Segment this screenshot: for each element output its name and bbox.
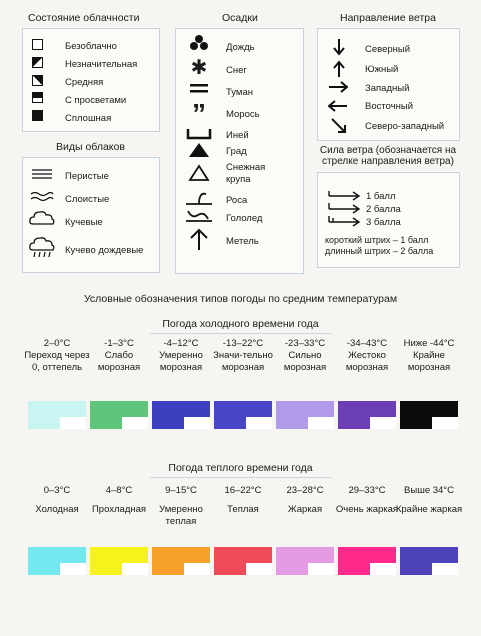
drizzle-icon: ” bbox=[192, 98, 206, 129]
warm-weather-label: Прохладная bbox=[91, 504, 147, 515]
wind-direction-title: Направление ветра bbox=[340, 12, 436, 24]
warm-title-underline bbox=[150, 477, 331, 478]
cold-temp-range: -13–22°C bbox=[222, 338, 264, 349]
swatch-white-corner bbox=[122, 417, 148, 429]
cumulonimbus-icon bbox=[28, 237, 56, 259]
force-note-long: длинный штрих – 2 балла bbox=[325, 246, 434, 256]
precip-label-blizzard: Метель bbox=[226, 236, 259, 247]
swatch-white-corner bbox=[246, 417, 272, 429]
cirrus-icon bbox=[30, 168, 54, 180]
warm-temp-range: 16–22°C bbox=[224, 485, 262, 496]
cloudiness-title: Состояние облачности bbox=[28, 12, 140, 24]
wind-label-west: Западный bbox=[365, 83, 410, 94]
cold-temp-range: -1–3°C bbox=[104, 338, 134, 349]
cold-season-title: Погода холодного времени года bbox=[162, 318, 319, 330]
cold-weather-label: Жестоко морозная bbox=[345, 350, 389, 373]
swatch-white-corner bbox=[370, 563, 396, 575]
swatch-white-corner bbox=[308, 417, 334, 429]
cloud-label-slight: Незначительная bbox=[65, 59, 138, 70]
warm-color-swatch bbox=[90, 547, 148, 575]
swatch-white-corner bbox=[60, 563, 86, 575]
force-label-3: 3 балла bbox=[366, 217, 401, 228]
arrow-up-icon bbox=[331, 60, 347, 78]
cold-color-swatch bbox=[400, 401, 458, 429]
cold-temp-range: -34–43°C bbox=[346, 338, 388, 349]
cold-temp-range: 2–0°C bbox=[43, 338, 71, 349]
precip-label-drizzle: Морось bbox=[226, 109, 260, 120]
dew-icon bbox=[184, 190, 214, 206]
warm-season-title: Погода теплого времени года bbox=[168, 462, 313, 474]
cold-color-swatch bbox=[90, 401, 148, 429]
precip-label-fog: Туман bbox=[226, 87, 253, 98]
cold-color-swatch bbox=[214, 401, 272, 429]
precip-label-glaze: Гололед bbox=[226, 213, 263, 224]
warm-color-swatch bbox=[28, 547, 86, 575]
cold-color-swatch bbox=[28, 401, 86, 429]
warm-color-swatch bbox=[400, 547, 458, 575]
overcast-icon bbox=[32, 110, 43, 121]
warm-temp-range: 29–33°C bbox=[348, 485, 386, 496]
wind-label-east: Восточный bbox=[365, 101, 414, 112]
warm-weather-label: Крайне жаркая bbox=[395, 504, 463, 515]
force-2-icon bbox=[327, 203, 361, 215]
warm-temp-range: 4–8°C bbox=[105, 485, 133, 496]
cloud-label-broken: С просветами bbox=[65, 95, 127, 106]
cloud-type-cumulus: Кучевые bbox=[65, 217, 103, 228]
warm-weather-label: Очень жаркая bbox=[335, 504, 399, 515]
warm-temp-range: Выше 34°C bbox=[404, 485, 454, 496]
precip-label-hoarfrost: Иней bbox=[226, 130, 249, 141]
arrow-southeast-icon bbox=[330, 117, 348, 135]
precip-label-hail: Град bbox=[226, 146, 247, 157]
stratus-icon bbox=[30, 191, 54, 203]
snow-icon: ✱ bbox=[190, 57, 208, 79]
precip-label-snow: Снег bbox=[226, 65, 247, 76]
force-1-icon bbox=[327, 190, 361, 202]
broken-cloud-icon bbox=[32, 92, 43, 103]
clear-sky-icon bbox=[32, 39, 43, 50]
wind-label-northwest: Северо-западный bbox=[365, 121, 445, 132]
blizzard-icon bbox=[186, 227, 212, 251]
cold-weather-label: Крайне морозная bbox=[407, 350, 451, 373]
force-label-2: 2 балла bbox=[366, 204, 401, 215]
swatch-white-corner bbox=[308, 563, 334, 575]
warm-weather-label: Умеренно теплая bbox=[159, 504, 203, 527]
hail-icon bbox=[188, 142, 210, 158]
cold-temp-range: Ниже -44°C bbox=[403, 338, 455, 349]
temperature-legend-title: Условные обозначения типов погоды по средним температурам bbox=[83, 293, 398, 305]
cloud-type-cirrus: Перистые bbox=[65, 171, 109, 182]
swatch-white-corner bbox=[432, 417, 458, 429]
swatch-white-corner bbox=[122, 563, 148, 575]
cloud-types-title: Виды облаков bbox=[56, 141, 125, 153]
rain-icon bbox=[185, 35, 213, 51]
warm-color-swatch bbox=[152, 547, 210, 575]
arrow-right-icon bbox=[328, 81, 348, 93]
arrow-left-icon bbox=[328, 100, 348, 112]
cold-weather-label: Слабо морозная bbox=[97, 350, 141, 373]
snow-pellets-icon bbox=[188, 164, 210, 182]
precip-label-snow-pellets: Снежная крупа bbox=[226, 162, 266, 185]
swatch-white-corner bbox=[60, 417, 86, 429]
precipitation-title: Осадки bbox=[222, 12, 258, 24]
cloud-type-cumulonimbus: Кучево дождевые bbox=[65, 245, 144, 256]
cloud-label-medium: Средняя bbox=[65, 77, 104, 88]
cold-color-swatch bbox=[276, 401, 334, 429]
swatch-white-corner bbox=[370, 417, 396, 429]
precip-label-rain: Дождь bbox=[226, 42, 255, 53]
cold-color-swatch bbox=[338, 401, 396, 429]
arrow-down-icon bbox=[331, 38, 347, 56]
cold-color-swatch bbox=[152, 401, 210, 429]
force-note-short: короткий штрих – 1 балл bbox=[325, 235, 429, 245]
warm-color-swatch bbox=[276, 547, 334, 575]
warm-temp-range: 9–15°C bbox=[165, 485, 197, 496]
cold-title-underline bbox=[150, 333, 331, 334]
warm-temp-range: 0–3°C bbox=[43, 485, 71, 496]
swatch-white-corner bbox=[184, 563, 210, 575]
cloud-label-clear: Безоблачно bbox=[65, 41, 117, 52]
warm-weather-label: Жаркая bbox=[287, 504, 323, 515]
cumulus-icon bbox=[28, 209, 56, 227]
wind-label-north: Северный bbox=[365, 44, 411, 55]
warm-weather-label: Холодная bbox=[35, 504, 79, 515]
swatch-white-corner bbox=[246, 563, 272, 575]
warm-color-swatch bbox=[338, 547, 396, 575]
cold-weather-label: Значи-тельно морозная bbox=[213, 350, 273, 373]
cold-temp-range: -4–12°C bbox=[163, 338, 199, 349]
warm-temp-range: 23–28°C bbox=[286, 485, 324, 496]
cold-weather-label: Сильно морозная bbox=[283, 350, 327, 373]
warm-color-swatch bbox=[214, 547, 272, 575]
wind-label-south: Южный bbox=[365, 64, 399, 75]
slight-cloud-icon bbox=[32, 57, 43, 68]
cloud-type-stratus: Слоистые bbox=[65, 194, 110, 205]
cold-temp-range: -23–33°C bbox=[284, 338, 326, 349]
hoarfrost-icon bbox=[185, 128, 213, 140]
medium-cloud-icon bbox=[32, 75, 43, 86]
cloud-label-overcast: Сплошная bbox=[65, 113, 112, 124]
force-3-icon bbox=[327, 216, 361, 228]
warm-weather-label: Теплая bbox=[227, 504, 259, 515]
wind-force-title: Сила ветра (обозначается на стрелке направления ветра) bbox=[319, 145, 457, 167]
swatch-white-corner bbox=[184, 417, 210, 429]
swatch-white-corner bbox=[432, 563, 458, 575]
cold-weather-label: Умеренно морозная bbox=[159, 350, 203, 373]
force-label-1: 1 балл bbox=[366, 191, 396, 202]
cold-weather-label: Переход через 0, оттепель bbox=[24, 350, 90, 373]
fog-icon bbox=[188, 82, 210, 94]
precip-label-dew: Роса bbox=[226, 195, 248, 206]
glaze-ice-icon bbox=[184, 207, 214, 223]
